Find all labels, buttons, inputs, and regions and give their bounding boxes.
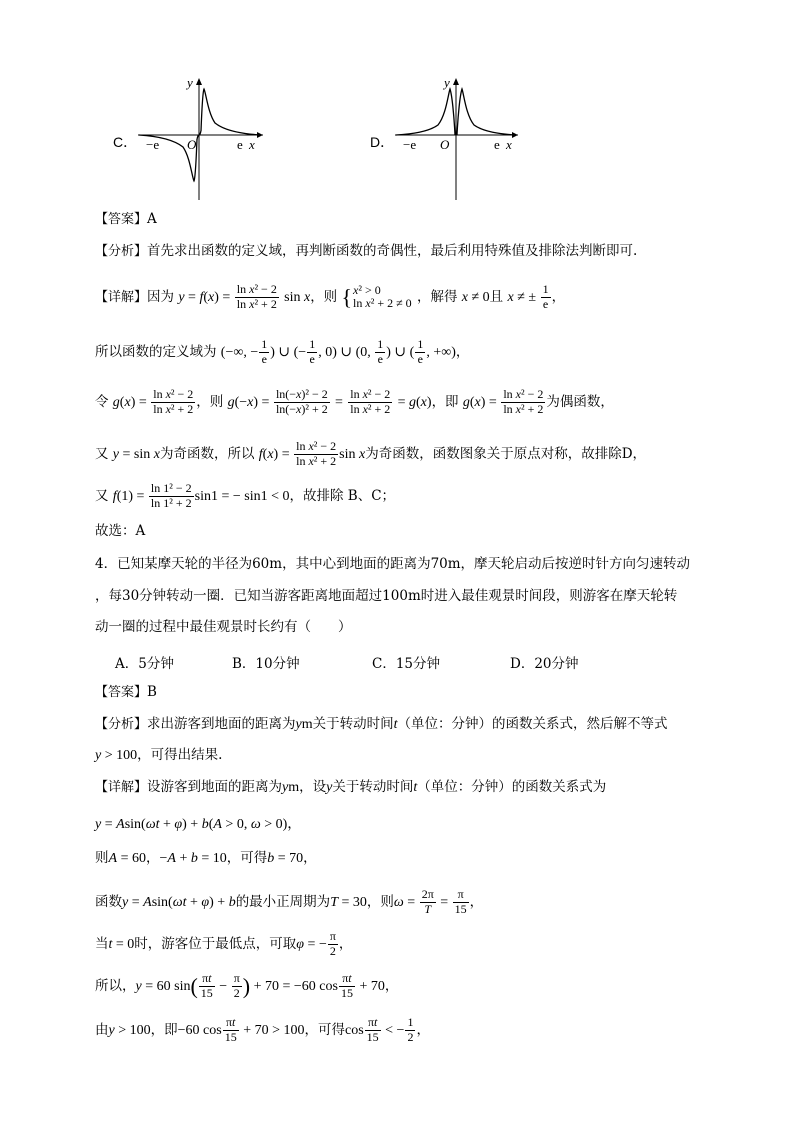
- option-d-graph: [370, 75, 530, 203]
- q3-domain: 所以函数的定义域为 (−∞, − $\frac{1}{e}$ ) ∪ (− $\frac{1}{e}$ , 0) ∪ (0, $\frac{1}{e}$ ) ∪ ( $\frac{1}{e}$ , +∞)，: [95, 337, 470, 366]
- q4-option-a: A．5分钟: [115, 656, 174, 672]
- graph-d-x-label: x: [506, 137, 512, 152]
- q4-analysis-line1: 【分析】求出游客到地面的距离为ym关于转动时间t（单位：分钟）的函数关系式，然后解不等式: [95, 716, 668, 732]
- q4-option-c: C．15分钟: [372, 656, 441, 672]
- q4-so-line: 所以，y = 60 sin( $\frac{\pi t}{15}$ − $\frac{\pi}{2}$ ) + 70 = −60 cos $\frac{\pi t}{15}$ + 70，: [95, 971, 399, 1000]
- q3-detail-line1: 【详解】因为 y = f(x) = $\frac{\text{ln x² − 2}}{\text{ln x² + 2}}$ sin x，则 { x² > 0 ln x² + 2 ≠ 0 ，解得 x ≠ 0且 x ≠ ± $\frac{1}{e}$ ，: [95, 282, 566, 311]
- graph-c-neg-e: −e: [146, 137, 160, 152]
- q4-stem-line2: ，每30分钟转动一圈．已知当游客距离地面超过100m时进入最佳观景时间段，则游客在摩天轮转: [95, 588, 678, 604]
- q4-phase-line: 当t = 0时，游客位于最低点，可取φ = − $\frac{\pi}{2}$ ，: [95, 929, 353, 958]
- graph-c-pos-e: e: [237, 137, 243, 152]
- q4-analysis-line2: y > 100，可得出结果.: [95, 747, 223, 763]
- graph-d-origin: O: [440, 137, 450, 152]
- q4-option-b: B．10分钟: [232, 656, 300, 672]
- q3-even-line: 令 g(x) = $\frac{\text{ln x² − 2}}{\text{ln x² + 2}}$ ，则 g(−x) = $\frac{\text{ln(−x)² − 2}}{\text{ln(−x)² + 2}}$ = $\frac{\text{ln x² − 2}}{\text{ln x² + 2}}$ = g(x)，即 g(x) = $\frac{\text{ln x² − 2}}{\text{ln x² + 2}}$ 为偶函数，: [95, 387, 614, 416]
- option-d-label: D．: [370, 134, 395, 150]
- graph-d-pos-e: e: [494, 137, 500, 152]
- option-c-graph: [113, 75, 273, 203]
- option-c-label: C．: [113, 134, 138, 150]
- q3-answer: 【答案】A: [95, 211, 157, 227]
- q4-answer: 【答案】B: [95, 684, 157, 700]
- graph-d-y-label: y: [444, 75, 450, 90]
- graph-c-x-label: x: [249, 137, 255, 152]
- q4-formula: y = Asin(ωt + φ) + b(A > 0, ω > 0)，: [95, 817, 302, 832]
- q3-analysis: 【分析】首先求出函数的定义域，再判断函数的奇偶性，最后利用特殊值及排除法判断即可.: [95, 243, 638, 259]
- graph-d-neg-e: −e: [403, 137, 417, 152]
- q4-ab-line: 则A = 60，−A + b = 10，可得b = 70，: [95, 850, 317, 866]
- q3-f1-line: 又 f(1) = $\frac{\text{ln 1² − 2}}{\text{ln 1² + 2}}$ sin1 = − sin1 < 0，故排除 B、C；: [95, 481, 396, 510]
- q4-detail-line1: 【详解】设游客到地面的距离为ym，设y关于转动时间t（单位：分钟）的函数关系式为: [95, 779, 607, 795]
- q3-odd-line: 又 y = sin x为奇函数，所以 f(x) = $\frac{\text{ln x² − 2}}{\text{ln x² + 2}}$ sin x为奇函数，函数图象关于原点对称，故排除D，: [95, 439, 647, 468]
- graph-c-y-label: y: [187, 75, 193, 90]
- q4-stem-line3: 动一圈的过程中最佳观景时长约有（ ）: [95, 619, 352, 635]
- q3-conclusion: 故选：A: [95, 523, 146, 539]
- q4-period-line: 函数y = Asin(ωt + φ) + b的最小正周期为T = 30，则ω = $\frac{2\pi}{T}$ = $\frac{\pi}{15}$ ，: [95, 887, 484, 916]
- q4-option-d: D．20分钟: [510, 656, 579, 672]
- q4-from-line: 由y > 100，即−60 cos $\frac{\pi t}{15}$ + 70 > 100，可得cos $\frac{\pi t}{15}$ < − $\frac{1}{2}$ ，: [95, 1015, 430, 1044]
- q4-stem-line1: 4．已知某摩天轮的半径为60m，其中心到地面的距离为70m，摩天轮启动后按逆时针方向匀速转动: [95, 556, 691, 572]
- graph-c-origin: O: [187, 137, 197, 152]
